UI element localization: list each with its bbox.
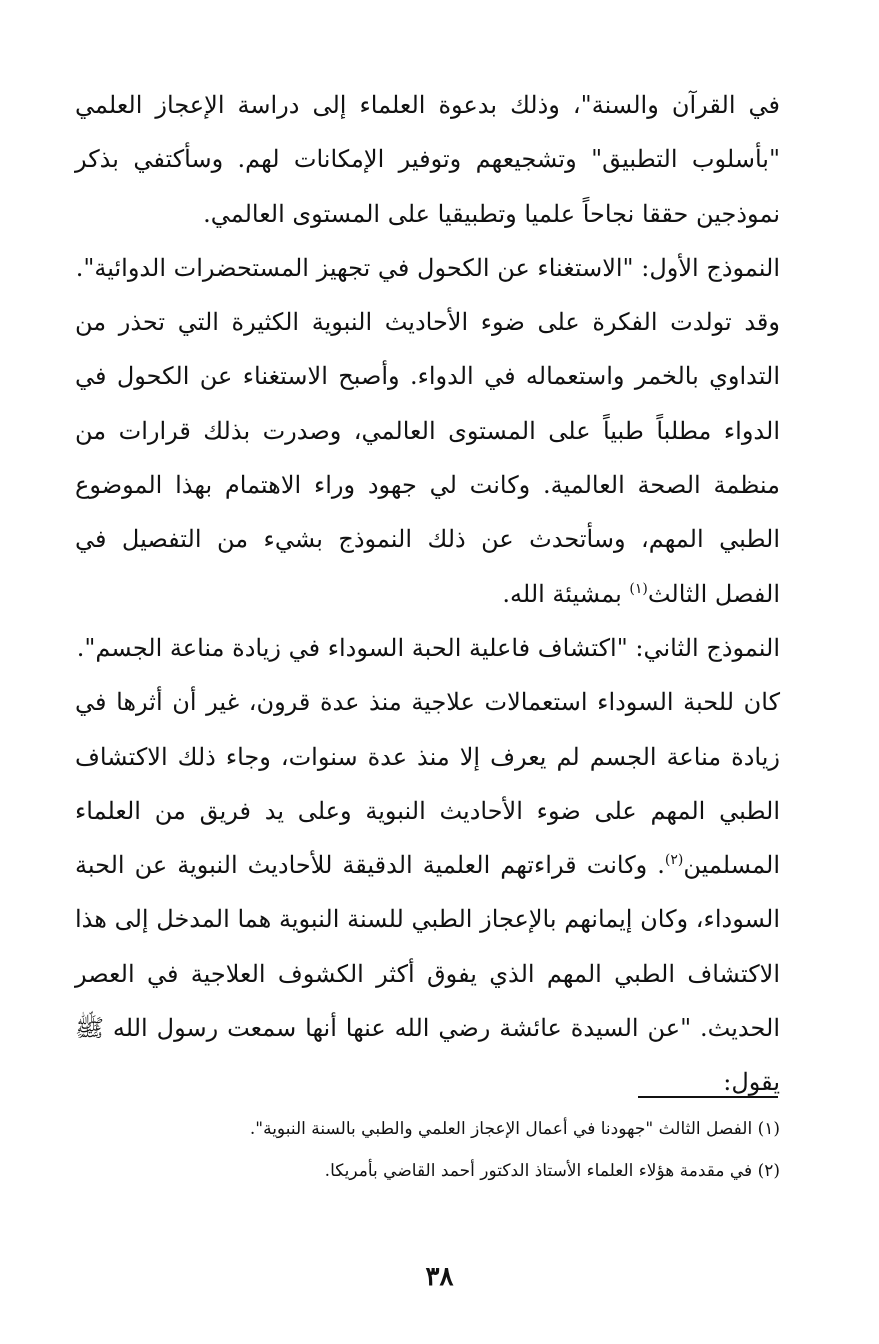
footnotes bbox=[75, 1108, 780, 1192]
main-text bbox=[75, 78, 780, 1110]
paragraph-2-heading: النموذج الأول: "الاستغناء عن الكحول في تجهيز المستحضرات الدوائية". bbox=[75, 253, 780, 282]
paragraph-5 bbox=[75, 675, 780, 1109]
footnote-2: (٢) في مقدمة هؤلاء العلماء الأستاذ الدكتور أحمد القاضي بأمريكا. bbox=[324, 1161, 780, 1181]
footnote-divider bbox=[638, 1096, 778, 1098]
page-number: ٣٨ bbox=[425, 1262, 454, 1292]
footnote-ref-2: (٢) bbox=[664, 852, 684, 869]
paragraph-3 bbox=[75, 295, 780, 621]
paragraph-5-text-a: كان للحبة السوداء استعمالات علاجية منذ عدة قرون، غير أن أثرها في زيادة مناعة الجسم لم يعرف إلا منذ عدة سنوات، وجاء ذلك الاكتشاف الطبي المهم على ضوء الأحاديث النبوية وعلى يد فريق من العلماء المسلمين bbox=[75, 688, 780, 880]
footnote-ref-1: (١) bbox=[629, 580, 648, 597]
paragraph-5-text-b: . وكانت قراءتهم العلمية الدقيقة للأحاديث النبوية عن الحبة السوداء، وكان إيمانهم بالإعجاز الطبي للسنة النبوية هما المدخل إلى هذا الاكتشاف الطبي المهم الذي يفوق أكثر الكشوف العلاجية في العصر الحديث. "عن السيدة عائشة رضي الله عنها أنها سمعت رسول الله ﷺ يقول: bbox=[75, 851, 780, 1097]
paragraph-4-heading: النموذج الثاني: "اكتشاف فاعلية الحبة السوداء في زيادة مناعة الجسم". bbox=[76, 633, 780, 662]
paragraph-1: في القرآن والسنة"، وذلك بدعوة العلماء إلى دراسة الإعجاز العلمي "بأسلوب التطبيق" وتشجيعهم وتوفير الإمكانات لهم. وسأكتفي بذكر نموذجين حققا نجاحاً علميا وتطبيقيا على المستوى العالمي. bbox=[75, 91, 780, 228]
footnote-1: (١) الفصل الثالث "جهودنا في أعمال الإعجاز العلمي والطبي بالسنة النبوية". bbox=[249, 1119, 780, 1139]
paragraph-3-text: وقد تولدت الفكرة على ضوء الأحاديث النبوية الكثيرة التي تحذر من التداوي بالخمر واستعماله في الدواء. وأصبح الاستغناء عن الكحول في الدواء مطلباً طبياً على المستوى العالمي، وصدرت بذلك قرارات من منظمة الصحة العالمية. وكانت لي جهود وراء الاهتمام بهذا الموضوع الطبي المهم، وسأتحدث عن ذلك النموذج بشيء من التفصيل في الفصل الثالث bbox=[75, 308, 780, 608]
paragraph-3-end: بمشيئة الله. bbox=[502, 579, 630, 608]
